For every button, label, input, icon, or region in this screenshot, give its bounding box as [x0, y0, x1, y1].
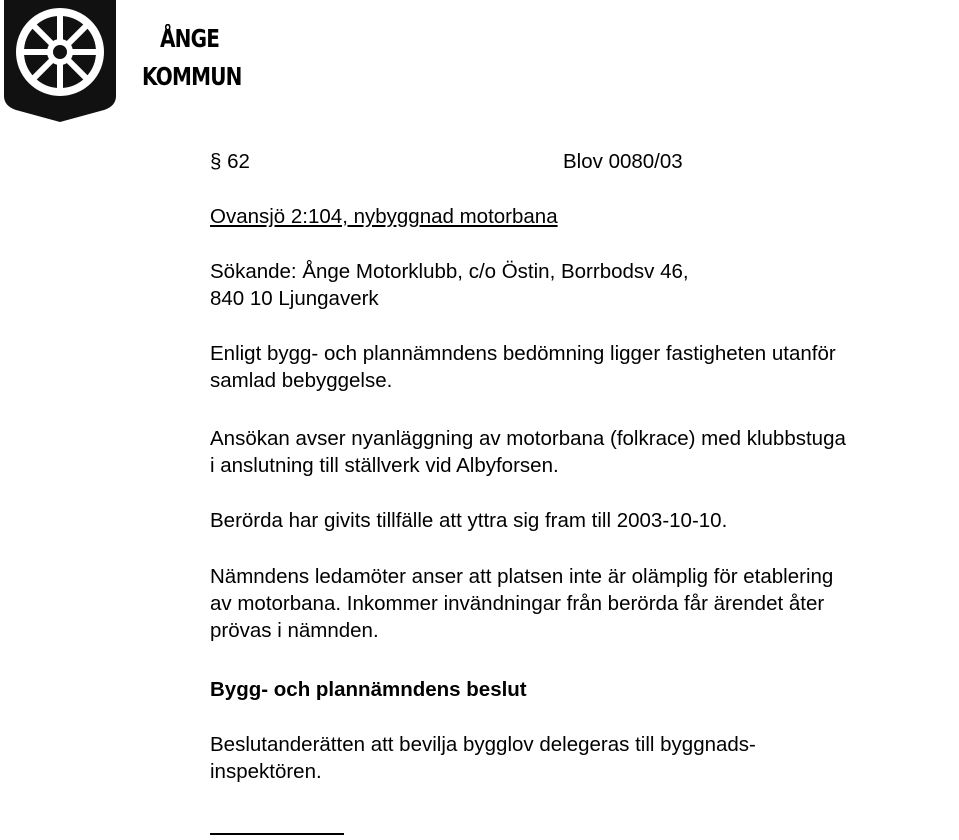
applicant-line2: 840 10 Ljungaverk: [210, 287, 379, 310]
opinion-line1: Nämndens ledamöter anser att platsen inte är olämplig för etablering: [210, 565, 834, 588]
case-number: Blov 0080/03: [563, 150, 683, 173]
application-line1: Ansökan avser nyanläggning av motorbana (folkrace) med klubbstuga: [210, 427, 846, 450]
assessment-line1: Enligt bygg- och plannämndens bedömning ligger fastigheten utanför: [210, 342, 836, 365]
subject-heading: Ovansjö 2:104, nybyggnad motorbana: [210, 205, 558, 228]
opinion-line2: av motorbana. Inkommer invändningar från berörda får ärendet åter: [210, 592, 825, 615]
decision-line1: Beslutanderätten att bevilja bygglov delegeras till byggnads-: [210, 733, 756, 756]
consultation-text: Berörda har givits tillfälle att yttra sig fram till 2003-10-10.: [210, 509, 728, 532]
municipality-name-line2: KOMMUN: [142, 62, 242, 91]
paragraph-number: § 62: [210, 150, 250, 173]
signature-line: [210, 833, 344, 835]
applicant-line1: Sökande: Ånge Motorklubb, c/o Östin, Borrbodsv 46,: [210, 260, 689, 283]
application-line2: i anslutning till ställverk vid Albyforsen.: [210, 454, 559, 477]
opinion-line3: prövas i nämnden.: [210, 619, 379, 642]
assessment-line2: samlad bebyggelse.: [210, 369, 393, 392]
municipality-name-line1: ÅNGE: [160, 24, 220, 53]
decision-line2: inspektören.: [210, 760, 322, 783]
decision-heading: Bygg- och plannämndens beslut: [210, 678, 527, 701]
wheel-coat-of-arms-icon: [4, 0, 116, 122]
